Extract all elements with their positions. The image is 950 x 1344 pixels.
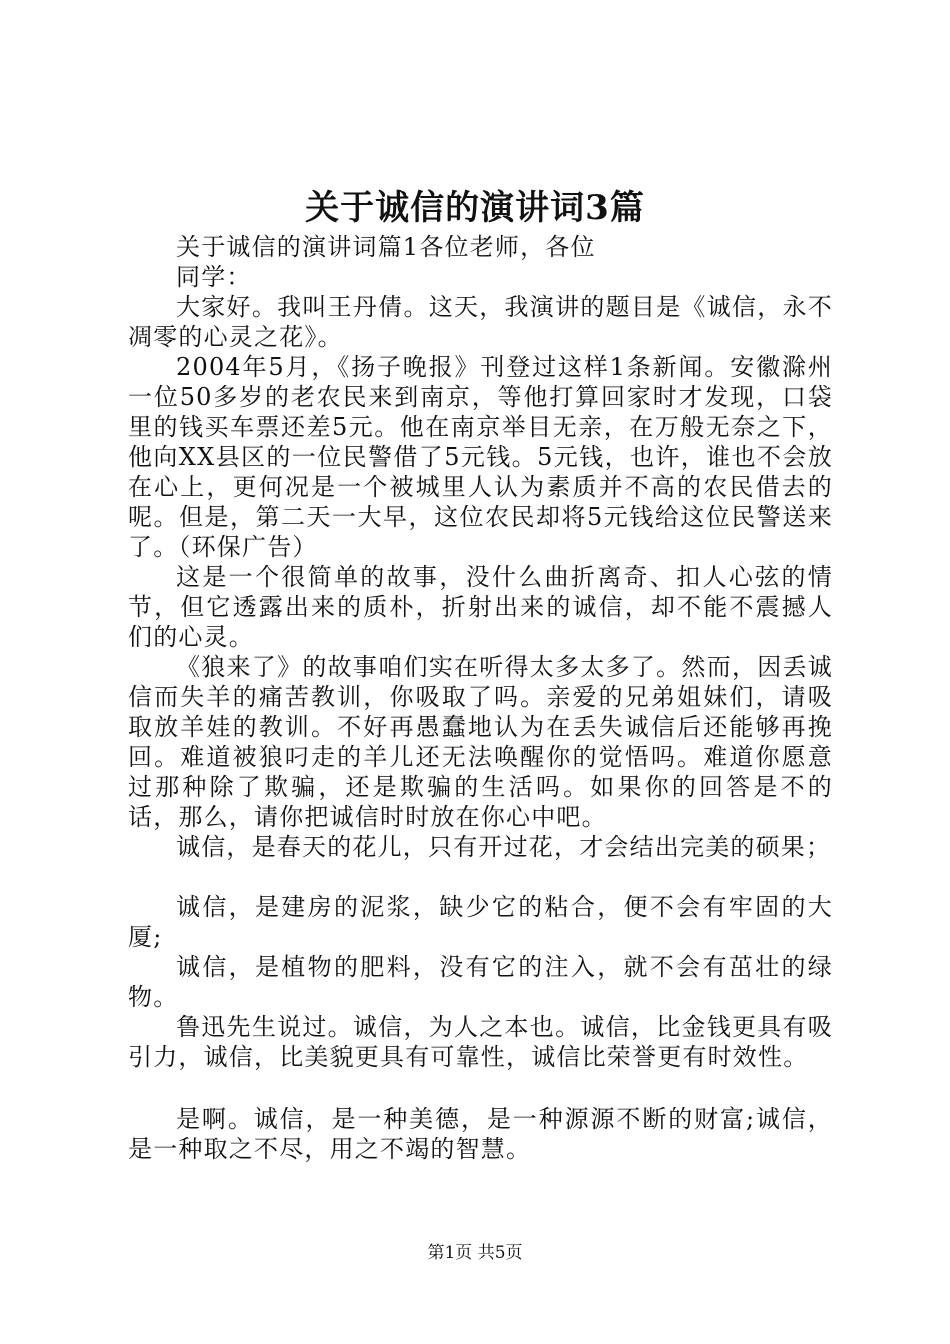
paragraph-luxun-quote: 鲁迅先生说过。诚信，为人之本也。诚信，比金钱更具有吸引力，诚信，比美貌更具有可靠性，诚信比荣誉更有时效性。 xyxy=(128,1013,833,1071)
paragraph-gap xyxy=(128,862,833,892)
paragraph-metaphor-mortar: 诚信，是建房的泥浆，缺少它的粘合，便不会有牢固的大厦; xyxy=(128,893,833,951)
paragraph-gap xyxy=(128,1072,833,1104)
paragraph-news-story: 2004年5月，《扬子晚报》刊登过这样1条新闻。安徽滁州一位50多岁的老农民来到南京，等他打算回家时才发现，口袋里的钱买车票还差5元。他在南京举目无亲，在万般无奈之下，他向XX县区的一位民警借了5元钱。5元钱，也许，谁也不会放在心上，更何况是一个被城里人认为素质并不高的农民借去的呢。但是，第二天一大早，这位农民却将5元钱给这位民警送来了。（环保广告） xyxy=(128,353,833,561)
paragraph-conclusion: 是啊。诚信，是一种美德，是一种源源不断的财富;诚信，是一种取之不尽，用之不竭的智慧。 xyxy=(128,1105,833,1163)
document-title: 关于诚信的演讲词3篇 xyxy=(305,188,645,228)
paragraph-wolf-story: 《狼来了》的故事咱们实在听得太多太多了。然而，因丢诚信而失羊的痛苦教训，你吸取了吗。亲爱的兄弟姐妹们，请吸取放羊娃的教训。不好再愚蠢地认为在丢失诚信后还能够再挽回。难道被狼叼走的羊儿还无法唤醒你的觉悟吗。难道你愿意过那种除了欺骗，还是欺骗的生活吗。如果你的回答是不的话，那么，请你把诚信时时放在你心中吧。 xyxy=(128,653,833,831)
paragraph-metaphor-fertilizer: 诚信，是植物的肥料，没有它的注入，就不会有茁壮的绿物。 xyxy=(128,953,833,1011)
paragraph-intro: 关于诚信的演讲词篇1各位老师，各位 xyxy=(176,233,596,261)
paragraph-salutation: 同学： xyxy=(176,263,252,291)
paragraph-metaphor-flower: 诚信，是春天的花儿，只有开过花，才会结出完美的硕果； xyxy=(176,833,832,861)
paragraph-story-reflection: 这是一个很简单的故事，没什么曲折离奇、扣人心弦的情节，但它透露出来的质朴，折射出来的诚信，却不能不震撼人们的心灵。 xyxy=(128,563,833,651)
document-body xyxy=(128,232,833,1164)
paragraph-greeting: 大家好。我叫王丹倩。这天，我演讲的题目是《诚信，永不凋零的心灵之花》。 xyxy=(128,293,833,351)
page-footer: 第1页 共5页 xyxy=(427,1243,523,1263)
